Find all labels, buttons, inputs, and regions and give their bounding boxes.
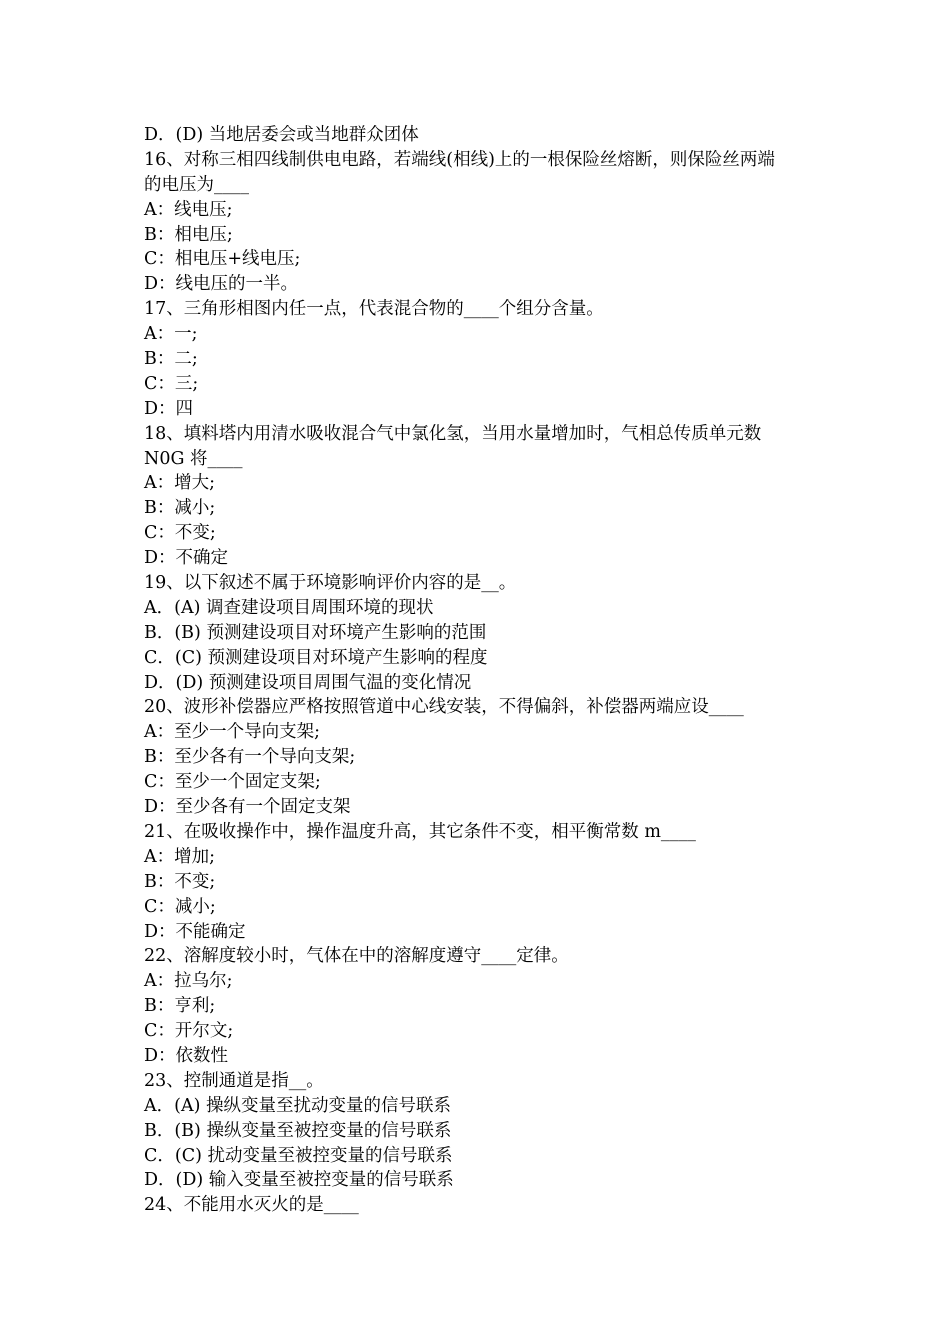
question-24: 24、不能用水灭火的是____	[144, 1195, 359, 1216]
option-line: B．(B) 操纵变量至被控变量的信号联系	[144, 1120, 452, 1141]
option-line: C：减小;	[144, 896, 216, 917]
option-line: A：至少一个导向支架;	[144, 722, 321, 743]
option-line: A．(A) 操纵变量至扰动变量的信号联系	[144, 1095, 451, 1116]
option-line: C：开尔文;	[144, 1021, 234, 1042]
question-23: 23、控制通道是指__。	[144, 1070, 324, 1091]
option-line: B．(B) 预测建设项目对环境产生影响的范围	[144, 622, 487, 643]
question-21: 21、在吸收操作中，操作温度升高，其它条件不变，相平衡常数 m____	[144, 821, 696, 842]
option-line: D：不确定	[144, 548, 229, 569]
question-18-line-1: 18、填料塔内用清水吸收混合气中氯化氢，当用水量增加时，气相总传质单元数	[144, 423, 762, 444]
option-line: A．(A) 调查建设项目周围环境的现状	[144, 597, 434, 618]
option-line: C．(C) 扰动变量至被控变量的信号联系	[144, 1145, 453, 1166]
option-line: B：减小;	[144, 498, 216, 519]
option-line: D：四	[144, 398, 194, 419]
document-body	[144, 123, 816, 1218]
option-line: C：三;	[144, 373, 199, 394]
option-line: A：一;	[144, 324, 198, 345]
option-line: D：不能确定	[144, 921, 246, 942]
option-line: D：至少各有一个固定支架	[144, 797, 351, 818]
option-line: A：增大;	[144, 473, 216, 494]
option-line: C：不变;	[144, 523, 216, 544]
option-line: D．(D) 预测建设项目周围气温的变化情况	[144, 672, 472, 693]
question-20: 20、波形补偿器应严格按照管道中心线安装，不得偏斜，补偿器两端应设____	[144, 697, 744, 718]
option-line: C：相电压+线电压;	[144, 249, 301, 270]
option-line: B：不变;	[144, 871, 216, 892]
option-line: C．(C) 预测建设项目对环境产生影响的程度	[144, 647, 488, 668]
question-18-line-2: N0G 将____	[144, 448, 243, 469]
option-line: D：依数性	[144, 1045, 229, 1066]
option-line: D：线电压的一半。	[144, 274, 299, 295]
question-16-line-1: 16、对称三相四线制供电电路，若端线(相线)上的一根保险丝熔断，则保险丝两端	[144, 149, 775, 170]
option-line: A：增加;	[144, 846, 216, 867]
question-16-line-2: 的电压为____	[144, 174, 249, 195]
option-line: B：至少各有一个导向支架;	[144, 747, 356, 768]
option-line: A：线电压;	[144, 199, 233, 220]
option-line: D．(D) 输入变量至被控变量的信号联系	[144, 1170, 454, 1191]
question-19: 19、以下叙述不属于环境影响评价内容的是__。	[144, 573, 517, 594]
option-line: C：至少一个固定支架;	[144, 772, 321, 793]
option-line: B：亨利;	[144, 996, 216, 1017]
option-line: A：拉乌尔;	[144, 971, 233, 992]
question-17: 17、三角形相图内任一点，代表混合物的____个组分含量。	[144, 299, 604, 320]
option-line: B：相电压;	[144, 224, 233, 245]
question-22: 22、溶解度较小时，气体在中的溶解度遵守____定律。	[144, 946, 569, 967]
option-line: D．(D) 当地居委会或当地群众团体	[144, 125, 419, 145]
option-line: B：二;	[144, 349, 198, 370]
